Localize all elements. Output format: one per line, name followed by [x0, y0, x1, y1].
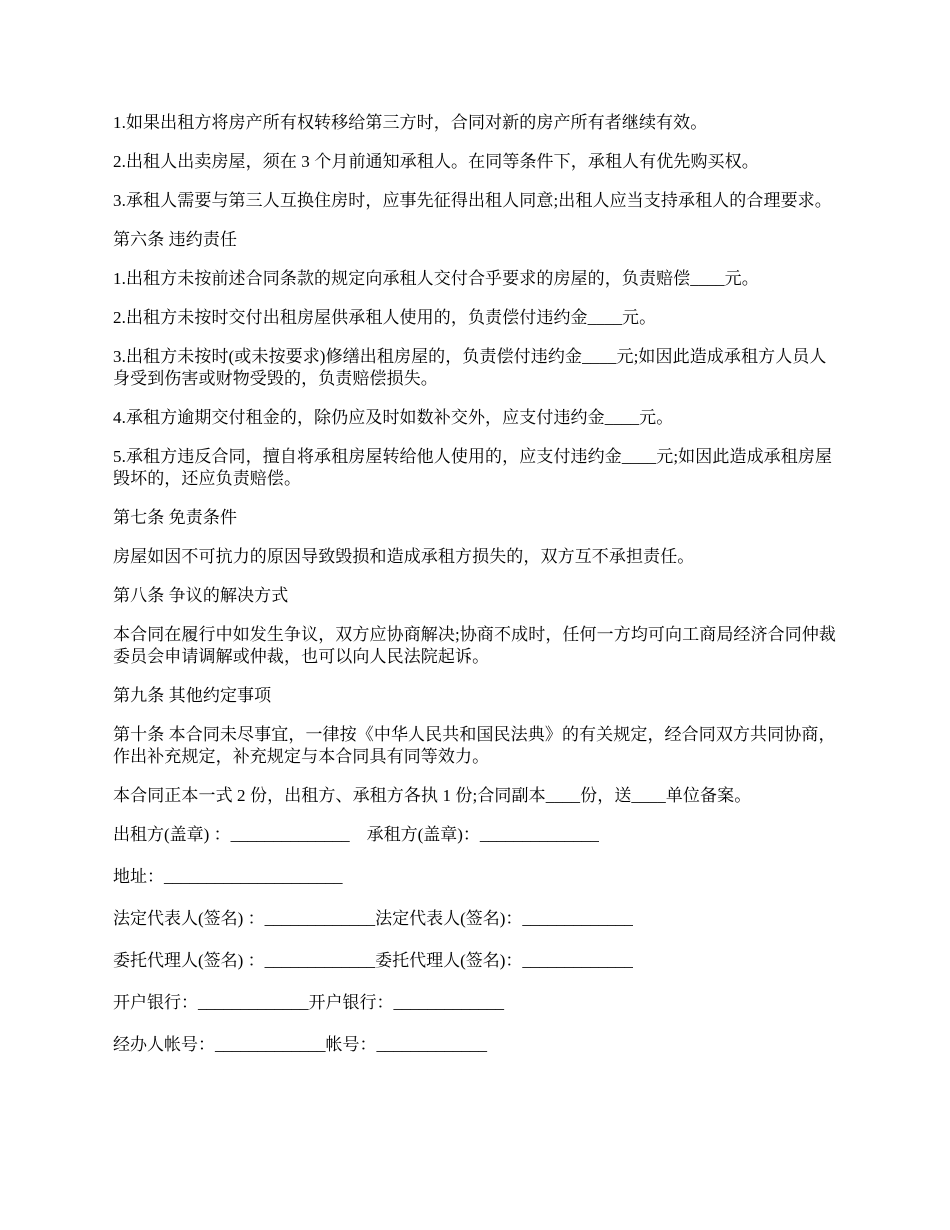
section-heading-exemption: 第七条 免责条件 — [113, 508, 238, 527]
clause-breach-2: 2.出租方未按时交付出租房屋供承租人使用的，负责偿付违约金____元。 — [113, 308, 657, 327]
signature-row-legal-rep: 法定代表人(签名) ：_____________法定代表人(签名)：_____________ — [113, 909, 633, 928]
clause-breach-4: 4.承租方逾期交付租金的，除仍应及时如数补交外，应支付违约金____元。 — [113, 408, 674, 427]
clause-dispute-resolution: 本合同在履行中如发生争议，双方应协商解决;协商不成时，任何一方均可向工商局经济合同仲裁委员会申请调解或仲裁，也可以向人民法院起诉。 — [113, 625, 837, 666]
clause-supplementary: 第十条 本合同未尽事宜，一律按《中华人民共和国民法典》的有关规定，经合同双方共同协商，作出补充规定，补充规定与本合同具有同等效力。 — [113, 725, 836, 766]
clause-force-majeure: 房屋如因不可抗力的原因导致毁损和造成承租方损失的，双方互不承担责任。 — [113, 547, 695, 566]
signature-row-account: 经办人帐号：_____________帐号：_____________ — [113, 1035, 487, 1054]
signature-row-agent: 委托代理人(签名) ：_____________委托代理人(签名)：_____________ — [113, 951, 633, 970]
signature-row-seal: 出租方(盖章) ：______________ 承租方(盖章)：______________ — [113, 825, 599, 844]
section-heading-breach-liability: 第六条 违约责任 — [113, 230, 238, 249]
clause-transfer-ownership: 1.如果出租方将房产所有权转移给第三方时，合同对新的房产所有者继续有效。 — [113, 113, 708, 132]
clause-sale-notice: 2.出租人出卖房屋，须在 3 个月前通知承租人。在同等条件下，承租人有优先购买权。 — [113, 152, 759, 171]
clause-breach-1: 1.出租方未按前述合同条款的规定向承租人交付合乎要求的房屋的，负责赔偿____元。 — [113, 269, 759, 288]
signature-row-address: 地址：_____________________ — [113, 867, 343, 886]
section-heading-other-matters: 第九条 其他约定事项 — [113, 686, 272, 705]
section-heading-dispute: 第八条 争议的解决方式 — [113, 586, 289, 605]
contract-page — [113, 112, 843, 1076]
signature-row-bank: 开户银行：_____________开户银行：_____________ — [113, 993, 504, 1012]
clause-breach-5: 5.承租方违反合同，擅自将承租房屋转给他人使用的，应支付违约金____元;如因此造成承租房屋毁坏的，还应负责赔偿。 — [113, 447, 833, 488]
clause-breach-3: 3.出租方未按时(或未按要求)修缮出租房屋的，负责偿付违约金____元;如因此造成承租方人员人身受到伤害或财物受毁的，负责赔偿损失。 — [113, 347, 827, 388]
clause-copies: 本合同正本一式 2 份，出租方、承租方各执 1 份;合同副本____份，送____单位备案。 — [113, 786, 752, 805]
signature-block — [113, 824, 843, 1056]
clause-housing-exchange: 3.承租人需要与第三人互换住房时，应事先征得出租人同意;出租人应当支持承租人的合理要求。 — [113, 191, 832, 210]
